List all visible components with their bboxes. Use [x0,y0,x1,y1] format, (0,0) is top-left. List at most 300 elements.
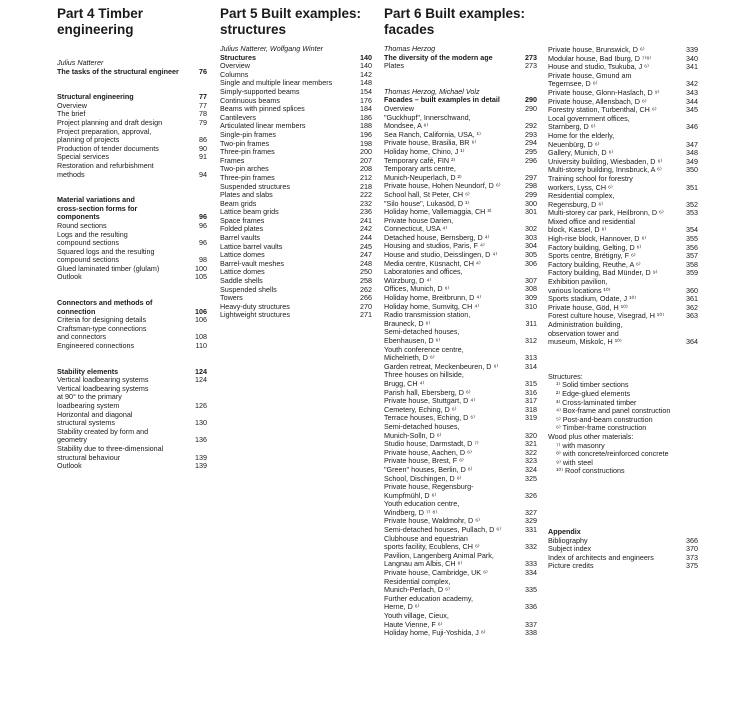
toc-section-head[interactable] [57,299,207,316]
toc-entry-label: Index of architects and engineers [548,552,654,562]
toc-entry[interactable] [384,54,537,63]
toc-entry-page: 373 [686,552,698,562]
toc-entry-page: 334 [525,568,537,578]
toc-entry-label: Logs and the resulting compound sections [57,229,128,248]
toc-entry-page: 318 [525,404,537,414]
toc-entry[interactable] [384,371,537,388]
toc-entry-label: Horizontal and diagonal structural systems [57,409,133,428]
toc-entry-page: 325 [525,473,537,483]
toc-entry-label: Craftsman-type connections and connectors [57,323,147,342]
part6-toc [384,45,537,638]
toc-entry-page: 357 [686,251,698,261]
toc-entry-label: Media centre, Küsnacht, CH ⁴⁾ [384,258,481,268]
toc-entry-label: Factory building, Gelting, D ⁶⁾ [548,242,642,252]
toc-entry-label: Connectors and methods of connection [57,298,153,316]
toc-entry-page: 293 [525,129,537,139]
toc-entry[interactable] [548,192,698,209]
toc-entry-label: Single-pin frames [220,129,276,139]
toc-entry-label: Space frames [220,215,265,225]
toc-entry-page: 344 [686,96,698,106]
toc-entry-page: 242 [360,224,372,234]
toc-entry-label: Holiday home, Chino, J ¹⁾ [384,146,465,156]
toc-entry[interactable] [384,423,537,440]
toc-entry-label: Stability created by form and geometry [57,426,149,445]
toc-entry-label: Frames [220,155,245,165]
toc-entry[interactable] [384,578,537,595]
toc-entry-label: Multi-storey car park, Heilbronn, D ⁶⁾ [548,208,664,218]
toc-entry[interactable] [384,268,537,285]
toc-entry-page: 94 [199,169,207,179]
toc-entry-page: 350 [686,165,698,175]
toc-entry-label: Pavilion, Langenberg Animal Park, Langnau am Albis, CH ⁶⁾ [384,550,494,569]
toc-entry-label: Suspended shells [220,284,277,294]
toc-entry-label: Two-pin frames [220,138,270,148]
toc-section-head[interactable] [57,196,207,222]
toc-entry-label: The brief [57,109,86,119]
toc-entry-page: 353 [686,208,698,218]
part5-column [220,6,372,320]
toc-entry-label: Holiday home, Fuji-Yoshida, J ⁶⁾ [384,628,486,638]
toc-entry-label: Structural engineering [57,92,134,102]
toc-entry-label: Youth education centre, Windberg, D ⁷⁾ ⁸⁾ [384,499,460,517]
toc-entry-page: 323 [525,456,537,466]
structures-legend-item: ¹⁾ Solid timber sections [556,380,629,390]
toc-entry-page: 320 [525,430,537,440]
toc-entry[interactable] [57,411,207,428]
toc-entry-label: Plates [384,61,404,71]
toc-entry-label: Factory building, Bad Münder, D ⁹⁾ [548,268,658,278]
toc-entry-page: 124 [195,366,207,376]
toc-entry-label: Garden retreat, Meckenbeuren, D ⁶⁾ [384,361,499,371]
toc-entry-label: Three houses on hillside, Brugg, CH ⁴⁾ [384,370,464,388]
toc-entry-label: House and studio, Deisslingen, D ⁴⁾ [384,250,498,260]
toc-entry-label: Overview [220,61,250,71]
toc-entry-page: 317 [525,396,537,406]
toc-entry-page: 333 [525,559,537,569]
toc-entry-label: Criteria for designing details [57,315,147,325]
toc-entry-label: "Green" houses, Berlin, D ⁶⁾ [384,464,473,474]
toc-entry-page: 301 [525,207,537,217]
toc-entry-label: Vertical loadbearing systems at 90° to the primary loadbearing system [57,383,149,410]
toc-entry-label: Special services [57,152,109,162]
toc-entry-label: Glued laminated timber (glulam) [57,263,160,273]
toc-entry-page: 130 [195,418,207,428]
toc-entry-page: 106 [195,306,207,316]
toc-entry[interactable] [384,114,537,131]
toc-entry-label: Saddle shells [220,276,263,286]
toc-entry-page: 139 [195,461,207,471]
toc-entry-page: 356 [686,242,698,252]
toc-entry-label: "Silo house", Lukasöd, D ¹⁾ [384,198,470,208]
toc-entry-page: 296 [525,155,537,165]
toc-entry[interactable] [57,385,207,411]
toc-entry-page: 184 [360,104,372,114]
part6-author-2: Thomas Herzog, Michael Volz [384,86,480,96]
appendix-title: Appendix [548,526,581,536]
toc-entry-label: Plates and slabs [220,190,273,200]
structures-legend-item: ⁴⁾ Box-frame and panel construction [556,406,671,416]
toc-entry-label: High-rise block, Hannover, D ⁶⁾ [548,234,647,244]
toc-entry-page: 315 [525,378,537,388]
toc-entry-label: Forestry station, Turbenthal, CH ⁶⁾ [548,105,657,115]
toc-entry-label: Radio transmission station, Brauneck, D ⁶⁾ [384,310,471,328]
toc-entry-label: Stability elements [57,366,119,376]
toc-entry[interactable] [57,428,207,445]
toc-entry-label: Project preparation, approval, planning of projects [57,126,152,145]
toc-entry-page: 207 [360,155,372,165]
toc-entry-page: 316 [525,387,537,397]
toc-entry-label: Suspended structures [220,181,290,191]
toc-entry-page: 342 [686,79,698,89]
toc-entry-page: 326 [525,490,537,500]
toc-entry-page: 338 [525,628,537,638]
part5-title: Part 5 Built examples: structures [220,6,362,37]
toc-entry-label: Private house, Brunswick, D ⁶⁾ [548,45,645,54]
toc-entry-label: Sports centre, Brétigny, F ⁶⁾ [548,251,636,261]
toc-entry-page: 271 [360,310,372,320]
part4-toc [57,59,207,471]
toc-entry-label: Continuous beams [220,95,280,105]
part5-author: Julius Natterer, Wolfgang Winter [220,44,323,53]
toc-entry-label: Lightweight structures [220,310,290,320]
toc-entry-page: 244 [360,233,372,243]
toc-entry-label: Private house, Stuttgart, D ⁴⁾ [384,396,476,406]
toc-entry-label: Barrel vaults [220,233,260,243]
toc-entry-page: 302 [525,224,537,234]
toc-entry-label: Exhibition pavilion, various locations ¹⁰⁾ [548,277,611,295]
toc-entry-page: 148 [360,78,372,88]
toc-entry-label: Parish hall, Ebersberg, D ⁶⁾ [384,387,471,397]
toc-entry-label: "Guckhupf", Innerschwand, Mondsee, A ⁶⁾ [384,112,471,131]
toc-entry[interactable] [548,115,698,132]
toc-entry[interactable] [548,175,698,192]
structures-legend-item: Wood plus other materials: [548,431,634,441]
part4-column [57,6,207,471]
toc-entry-label: Training school for forestry workers, Lyss, CH ⁶⁾ [548,173,633,192]
toc-entry-page: 91 [199,152,207,162]
toc-entry-label: Restoration and refurbishment methods [57,160,154,179]
toc-entry-page: 232 [360,198,372,208]
toc-entry-page: 96 [199,220,207,230]
toc-entry-page: 327 [525,507,537,517]
toc-entry-page: 310 [525,301,537,311]
toc-entry-label: Two-pin arches [220,164,269,174]
toc-entry-label: Articulated linear members [220,121,306,131]
toc-entry[interactable] [384,612,537,629]
toc-entry[interactable] [57,273,207,282]
toc-entry-label: Sports stadium, Odate, J ¹⁰⁾ [548,294,637,304]
toc-entry-label: Administration building, observation tower and museum, Miskolc, H ¹⁰⁾ [548,320,623,347]
structures-legend-item: ⁷⁾ with masonry [556,440,605,450]
toc-entry-page: 78 [199,109,207,119]
toc-entry-page: 312 [525,336,537,345]
toc-entry-page: 297 [525,172,537,182]
structures-legend-item: ³⁾ Cross-laminated timber [556,397,637,407]
toc-entry[interactable] [57,162,207,179]
toc-entry-label: Laboratories and offices, Würzburg, D ⁴⁾ [384,267,463,285]
toc-entry-label: Semi-detached houses, Munich-Solln, D ⁶⁾ [384,421,460,440]
toc-entry-page: 96 [199,212,207,222]
toc-entry-label: Picture credits [548,561,594,571]
toc-entry[interactable] [548,132,698,149]
toc-entry-page: 295 [525,146,537,156]
toc-entry-page: 208 [360,164,372,174]
toc-entry-page: 186 [360,112,372,122]
toc-entry-label: Private house Darien, Connecticut, USA ⁴⁾ [384,215,454,234]
toc-section-head[interactable]: Structures 140 [220,52,372,62]
toc-entry-label: Factory building, Reuthe, A ⁶⁾ [548,259,641,269]
toc-entry-label: Beams with pinned splices [220,104,305,114]
toc-entry-label: Terrace houses, Eching, D ⁶⁾ [384,413,476,423]
toc-entry[interactable] [548,321,698,347]
toc-entry-page: 292 [525,121,537,131]
toc-entry[interactable] [57,462,207,471]
toc-entry-label: Local government offices, Starnberg, D ⁶⁾ [548,113,630,132]
toc-section-head[interactable]: Facades – built examples in detail 290 [384,95,537,105]
toc-entry-page: 359 [686,268,698,278]
part4-author: Julius Natterer [57,58,104,67]
toc-entry[interactable] [57,342,207,351]
toc-entry-label: Private house, Brest, F ⁶⁾ [384,456,464,466]
toc-entry-page: 79 [199,117,207,127]
toc-entry[interactable] [57,248,207,265]
toc-entry-page: 347 [686,139,698,149]
toc-entry-page: 108 [195,332,207,342]
toc-entry[interactable]: The tasks of the structural engineer 76 [57,66,207,76]
toc-entry-page: 360 [686,285,698,295]
toc-entry[interactable] [384,311,537,328]
toc-entry-label: School hall, St Peter, CH ⁶⁾ [384,189,470,199]
toc-entry-page: 196 [360,129,372,139]
toc-entry-label: Private house, Allensbach, D ⁶⁾ [548,96,647,106]
toc-entry-page: 307 [525,275,537,285]
toc-entry-page: 355 [686,234,698,244]
toc-entry-label: Barrel-vault meshes [220,258,284,268]
toc-entry-page: 126 [195,401,207,410]
toc-entry-label: Multi-storey building, Innsbruck, A ⁶⁾ [548,165,662,175]
part4-title: Part 4 Timber engineering [57,6,144,37]
toc-entry-page: 370 [686,544,698,554]
toc-entry-page: 345 [686,105,698,115]
toc-entry-page: 321 [525,439,537,449]
toc-entry-page: 336 [525,602,537,612]
toc-entry-label: Cemetery, Eching, D ⁶⁾ [384,404,457,414]
toc-entry-label: Home for the elderly, Neuenbürg, D ⁶⁾ [548,130,615,149]
toc-entry-page: 105 [195,272,207,282]
toc-entry[interactable] [384,629,537,638]
toc-entry-page: 218 [360,181,372,191]
toc-entry[interactable] [548,278,698,295]
toc-entry[interactable] [384,483,537,500]
toc-entry-label: The diversity of the modern age [384,52,493,62]
toc-entry-label: School, Dischingen, D ⁶⁾ [384,473,462,483]
toc-entry[interactable] [57,128,207,145]
toc-entry-page: 364 [686,337,698,347]
toc-entry-label: Holiday home, Vallemaggia, CH ³⁾ [384,207,492,217]
toc-entry-page: 273 [525,61,537,71]
toc-entry-page: 306 [525,258,537,268]
toc-entry-page: 343 [686,87,698,97]
toc-entry-page: 266 [360,293,372,303]
toc-entry-page: 245 [360,241,372,251]
toc-entry-label: Overview [57,100,87,110]
toc-entry-label: Clubhouse and equestrian sports facility, Ecublens, CH ⁶⁾ [384,533,480,552]
toc-entry-label: Columns [220,69,249,79]
toc-entry-label: Semi-detached houses, Pullach, D ⁶⁾ [384,525,501,535]
toc-entry-label: Squared logs and the resulting compound sections [57,246,155,265]
toc-entry[interactable] [57,445,207,462]
toc-entry-page: 86 [199,135,207,145]
toc-entry-page: 258 [360,276,372,286]
toc-entry-label: Housing and studios, Paris, F ⁴⁾ [384,241,485,251]
toc-entry-label: Subject index [548,544,592,554]
toc-entry-page: 331 [525,525,537,535]
structures-legend-item: ⁸⁾ with concrete/reinforced concrete [556,449,669,459]
toc-entry-label: Outlook [57,461,82,471]
toc-entry-page: 248 [360,258,372,268]
toc-entry-label: Cantilevers [220,112,256,122]
toc-entry[interactable] [548,72,698,89]
toc-entry-page: 236 [360,207,372,217]
toc-entry-label: Project planning and draft design [57,117,163,127]
toc-entry-label: Youth village, Cieux, Haute Vienne, F ⁶⁾ [384,611,449,629]
toc-entry-page: 340 [686,53,698,63]
toc-entry-label: Further education academy, Herne, D ⁶⁾ [384,593,473,612]
toc-entry-page: 361 [686,294,698,304]
toc-entry-page: 198 [360,138,372,148]
toc-entry-page: 322 [525,447,537,457]
toc-entry-page: 241 [360,215,372,225]
structures-legend-item: ⁹⁾ with steel [556,457,593,467]
toc-entry-label: Overview [384,103,414,113]
toc-entry-page: 100 [195,263,207,273]
toc-entry-page: 366 [686,535,698,545]
part6-column [384,6,537,638]
toc-entry[interactable] [57,231,207,248]
toc-entry-page: 200 [360,147,372,157]
toc-entry-page: 139 [195,452,207,462]
toc-entry-label: Lattice domes [220,267,265,277]
toc-entry[interactable] [57,325,207,342]
toc-entry-label: Folded plates [220,224,264,234]
toc-entry-label: Towers [220,293,243,303]
toc-entry-label: Lattice domes [220,250,265,260]
toc-entry-label: Lattice barrel vaults [220,241,283,251]
part6-author-1: Thomas Herzog [384,44,436,53]
toc-entry[interactable] [384,595,537,612]
toc-entry-label: Heavy-duty structures [220,301,290,311]
toc-entry-page: 96 [199,238,207,248]
toc-entry-label: Three-pin frames [220,172,275,182]
toc-entry-label: Forest culture house, Visegrad, H ¹⁰⁾ [548,311,664,321]
toc-entry-label: Private house, Brasilia, BR ⁶⁾ [384,138,477,148]
toc-entry-label: Offices, Munich, D ⁶⁾ [384,284,450,294]
toc-entry-label: Lattice beam grids [220,207,279,217]
toc-entry-page: 124 [195,375,207,385]
toc-entry-page: 319 [525,413,537,423]
toc-entry-label: Residential complex, Munich-Perlach, D ⁶⁾ [384,576,451,595]
toc-entry-page: 309 [525,293,537,303]
toc-entry-page: 348 [686,148,698,158]
toc-entry-page: 262 [360,284,372,294]
toc-entry-page: 375 [686,561,698,571]
part6-title: Part 6 Built examples: facades [384,6,526,37]
toc-entry-page: 313 [525,353,537,363]
toc-entry-label: Beam grids [220,198,257,208]
toc-entry-label: Mixed office and residential block, Kassel, D ⁶⁾ [548,216,635,235]
toc-entry[interactable] [384,328,537,345]
toc-entry-page: 324 [525,464,537,474]
part5-toc [220,45,372,320]
toc-entry-page: 77 [199,100,207,110]
toc-entry[interactable] [384,500,537,517]
toc-entry-page: 335 [525,585,537,595]
toc-entry-page: 351 [686,182,698,192]
toc-entry-label: Simply-supported beams [220,86,300,96]
toc-entry-page: 136 [195,435,207,445]
toc-entry-page: 339 [686,45,698,54]
toc-entry-page: 314 [525,361,537,371]
toc-entry-page: 98 [199,255,207,265]
appendix-entry[interactable] [548,562,698,571]
toc-entry-label: Private house, Hohen Neundorf, D ⁶⁾ [384,181,501,191]
toc-entry-page: 154 [360,86,372,96]
toc-entry-page: 77 [199,92,207,102]
toc-entry[interactable] [384,552,537,569]
toc-entry-label: Private house, Aachen, D ⁶⁾ [384,447,472,457]
toc-entry-label: Private house, Cambridge, UK ⁶⁾ [384,568,488,578]
toc-entry[interactable] [548,218,698,235]
toc-entry-label: Private house, Waldmohr, D ⁶⁾ [384,516,480,526]
toc-entry-page: 303 [525,232,537,242]
toc-entry-page: 362 [686,302,698,312]
toc-entry-label: Engineered connections [57,341,135,351]
toc-entry[interactable] [384,62,537,71]
toc-entry-label: Holiday home, Sumvitg, CH ⁴⁾ [384,301,480,311]
toc-entry-page: 352 [686,199,698,209]
toc-entry-label: Gallery, Munich, D ⁶⁾ [548,148,614,158]
toc-entry-page: 298 [525,181,537,191]
toc-entry[interactable] [220,311,372,320]
toc-entry-page: 300 [525,198,537,208]
toc-entry-page: 332 [525,542,537,552]
toc-entry-page: 250 [360,267,372,277]
toc-entry-page: 90 [199,143,207,153]
toc-entry-label: Vertical loadbearing systems [57,375,149,385]
structures-legend-item: ¹⁰⁾ Roof constructions [556,466,625,476]
toc-entry-page: 110 [195,341,207,351]
structures-title: Structures: [548,371,583,381]
toc-entry-label: Private house, Gmund am Tegernsee, D ⁶⁾ [548,70,632,89]
toc-entry-page: 305 [525,250,537,260]
toc-entry-page: 354 [686,225,698,235]
toc-entry-label: Three-pin frames [220,147,275,157]
toc-entry[interactable] [384,535,537,552]
toc-entry[interactable] [384,346,537,363]
toc-entry[interactable] [384,217,537,234]
toc-entry-label: Temporary café, FIN ²⁾ [384,155,456,165]
toc-entry-label: Round sections [57,220,107,230]
toc-entry-page: 304 [525,241,537,251]
toc-entry-label: Single and multiple linear members [220,78,333,88]
toc-entry-page: 311 [525,318,537,328]
toc-entry-label: Private house, Göd, H ¹⁰⁾ [548,302,628,312]
toc-entry-page: 222 [360,190,372,200]
toc-entry-page: 294 [525,138,537,148]
toc-entry[interactable] [384,165,537,182]
toc-entry-page: 290 [525,103,537,113]
toc-entry-label: Outlook [57,272,82,282]
